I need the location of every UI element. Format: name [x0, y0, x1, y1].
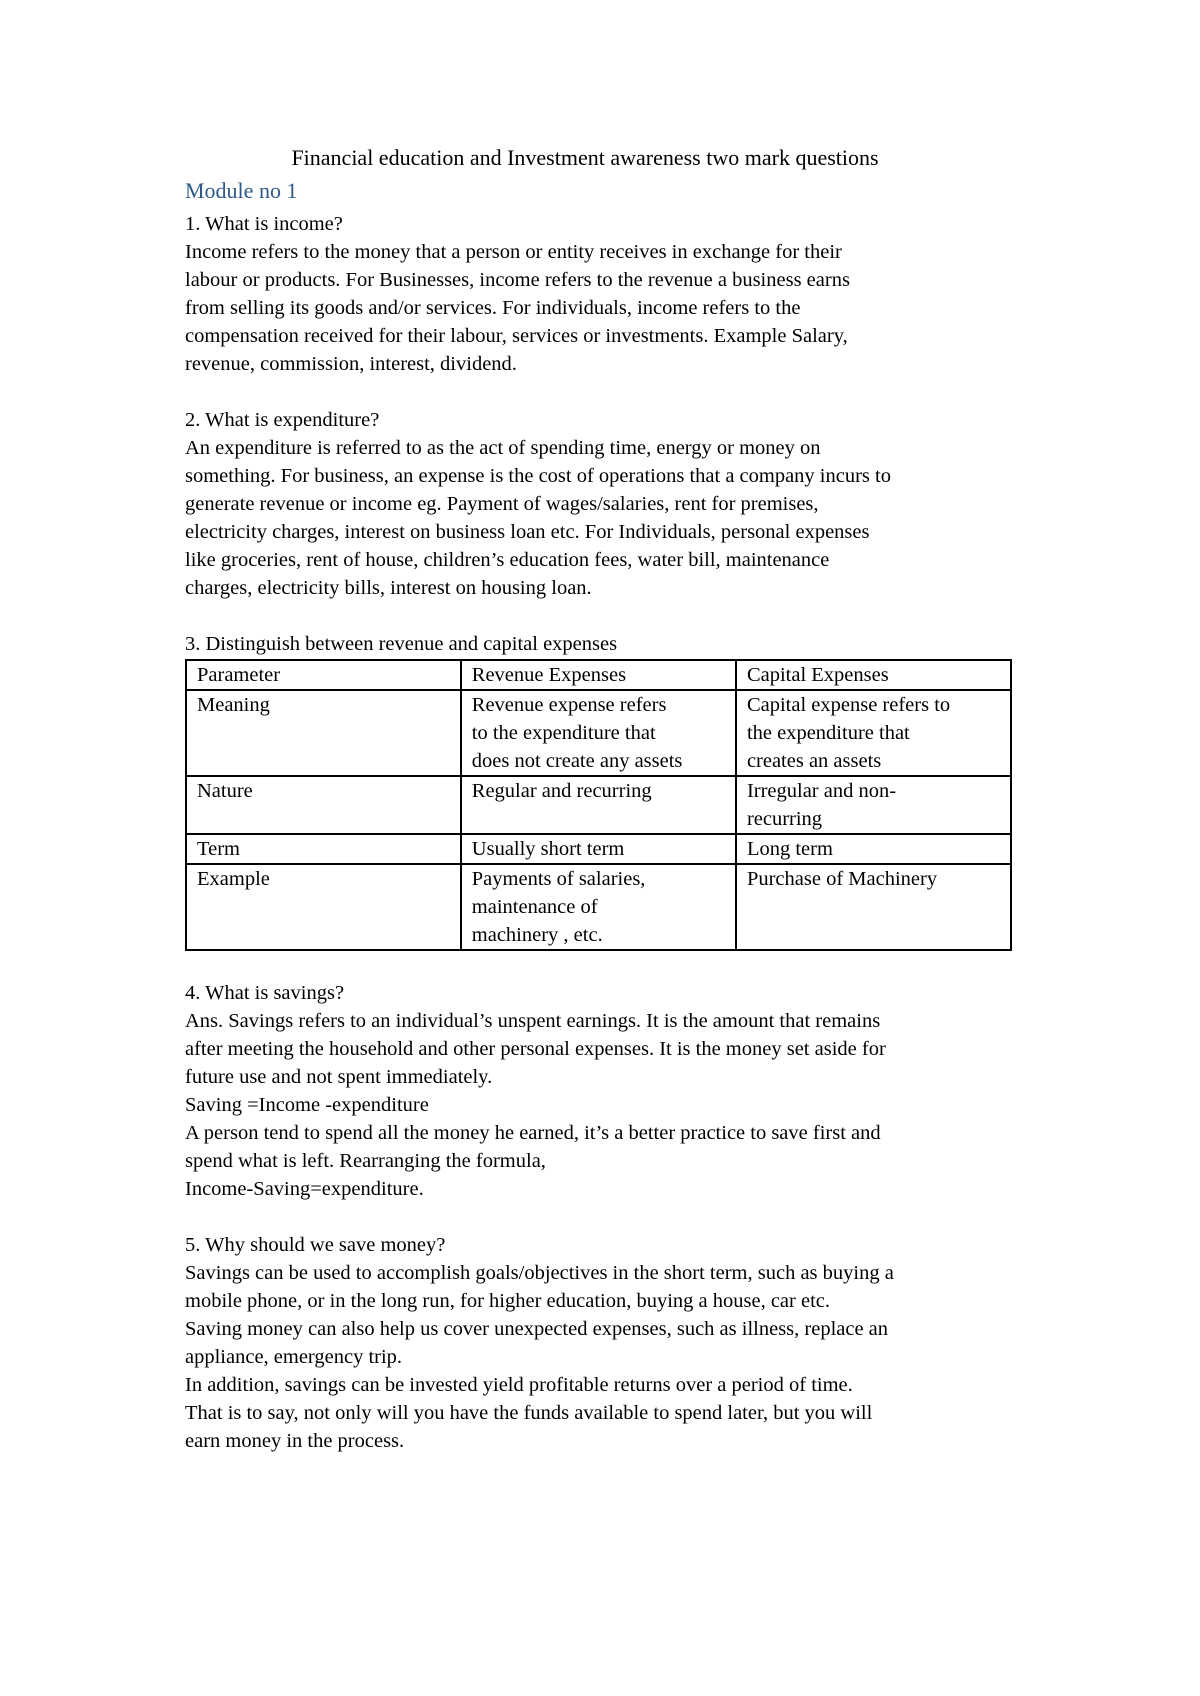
table-cell-revenue — [461, 776, 736, 834]
table-cell-revenue — [461, 690, 736, 776]
table-cell-revenue — [461, 834, 736, 864]
table-row — [186, 834, 1011, 864]
question-3: 3. Distinguish between revenue and capital expenses — [185, 633, 618, 655]
answer-4-line: spend what is left. Rearranging the formula, — [185, 1150, 546, 1172]
table-header-row — [186, 660, 1011, 690]
answer-1 — [185, 238, 1045, 378]
answer-4-line: future use and not spent immediately. — [185, 1066, 493, 1088]
answer-2-line: electricity charges, interest on business loan etc. For Individuals, personal expenses — [185, 521, 870, 543]
cell-line: Irregular and non- — [746, 780, 897, 802]
cell-line: the expenditure that — [746, 722, 910, 744]
answer-4 — [185, 1007, 1045, 1203]
spacer — [185, 1203, 1045, 1231]
table-cell-revenue — [461, 864, 736, 950]
cell-line: maintenance of — [471, 896, 598, 918]
cell-line: Revenue expense refers — [471, 694, 667, 716]
cell-line: Capital expense refers to — [746, 694, 951, 716]
cell-line: does not create any assets — [471, 750, 683, 772]
question-4: 4. What is savings? — [185, 982, 345, 1004]
document-page — [185, 144, 1045, 1455]
cell-line: Regular and recurring — [471, 780, 652, 802]
table-row — [186, 776, 1011, 834]
question-1: 1. What is income? — [185, 213, 343, 235]
answer-5-line: earn money in the process. — [185, 1430, 405, 1452]
answer-2-line: charges, electricity bills, interest on housing loan. — [185, 577, 592, 599]
answer-1-line: from selling its goods and/or services. For individuals, income refers to the — [185, 297, 801, 319]
answer-1-line: compensation received for their labour, services or investments. Example Salary, — [185, 325, 848, 347]
table-cell-parameter: Term — [186, 834, 461, 864]
question-2: 2. What is expenditure? — [185, 409, 380, 431]
table-row — [186, 690, 1011, 776]
answer-2-line: something. For business, an expense is the cost of operations that a company incurs to — [185, 465, 891, 487]
answer-4-line: A person tend to spend all the money he earned, it’s a better practice to save first and — [185, 1122, 881, 1144]
answer-5-line: appliance, emergency trip. — [185, 1346, 403, 1368]
table-cell-parameter: Meaning — [186, 690, 461, 776]
answer-4-line: after meeting the household and other personal expenses. It is the money set aside for — [185, 1038, 886, 1060]
answer-5 — [185, 1259, 1045, 1455]
cell-line: to the expenditure that — [471, 722, 656, 744]
answer-1-line: revenue, commission, interest, dividend. — [185, 353, 517, 375]
table-header-cell: Parameter — [186, 660, 461, 690]
table-cell-parameter: Nature — [186, 776, 461, 834]
table-cell-parameter: Example — [186, 864, 461, 950]
cell-line: Payments of salaries, — [471, 868, 646, 890]
answer-1-line: labour or products. For Businesses, income refers to the revenue a business earns — [185, 269, 850, 291]
answer-5-line: In addition, savings can be invested yield profitable returns over a period of time. — [185, 1374, 853, 1396]
comparison-table — [185, 659, 1012, 951]
cell-line: Long term — [746, 838, 833, 860]
document-title: Financial education and Investment awareness two mark questions — [291, 145, 879, 170]
cell-line: Usually short term — [471, 838, 625, 860]
answer-2-line: like groceries, rent of house, children’s education fees, water bill, maintenance — [185, 549, 830, 571]
spacer — [185, 378, 1045, 406]
answer-4-line: Ans. Savings refers to an individual’s unspent earnings. It is the amount that remains — [185, 1010, 881, 1032]
formula-rearranged: Income-Saving=expenditure. — [185, 1178, 424, 1200]
spacer — [185, 951, 1045, 979]
question-5: 5. Why should we save money? — [185, 1234, 446, 1256]
table-header-cell: Capital Expenses — [736, 660, 1011, 690]
table-cell-capital — [736, 864, 1011, 950]
answer-5-line: mobile phone, or in the long run, for higher education, buying a house, car etc. — [185, 1290, 830, 1312]
cell-line: machinery , etc. — [471, 924, 603, 946]
table-cell-capital — [736, 834, 1011, 864]
cell-line: creates an assets — [746, 750, 882, 772]
answer-2-line: generate revenue or income eg. Payment of wages/salaries, rent for premises, — [185, 493, 819, 515]
answer-5-line: That is to say, not only will you have the funds available to spend later, but you will — [185, 1402, 873, 1424]
answer-5-line: Savings can be used to accomplish goals/objectives in the short term, such as buying a — [185, 1262, 894, 1284]
formula-saving: Saving =Income -expenditure — [185, 1094, 429, 1116]
cell-line: recurring — [746, 808, 823, 830]
table-row — [186, 864, 1011, 950]
answer-5-line: Saving money can also help us cover unexpected expenses, such as illness, replace an — [185, 1318, 889, 1340]
table-cell-capital — [736, 776, 1011, 834]
cell-line: Purchase of Machinery — [746, 868, 938, 890]
spacer — [185, 602, 1045, 630]
module-heading: Module no 1 — [185, 178, 298, 203]
answer-1-line: Income refers to the money that a person or entity receives in exchange for their — [185, 241, 842, 263]
table-header-cell: Revenue Expenses — [461, 660, 736, 690]
answer-2-line: An expenditure is referred to as the act of spending time, energy or money on — [185, 437, 821, 459]
table-cell-capital — [736, 690, 1011, 776]
answer-2 — [185, 434, 1045, 602]
